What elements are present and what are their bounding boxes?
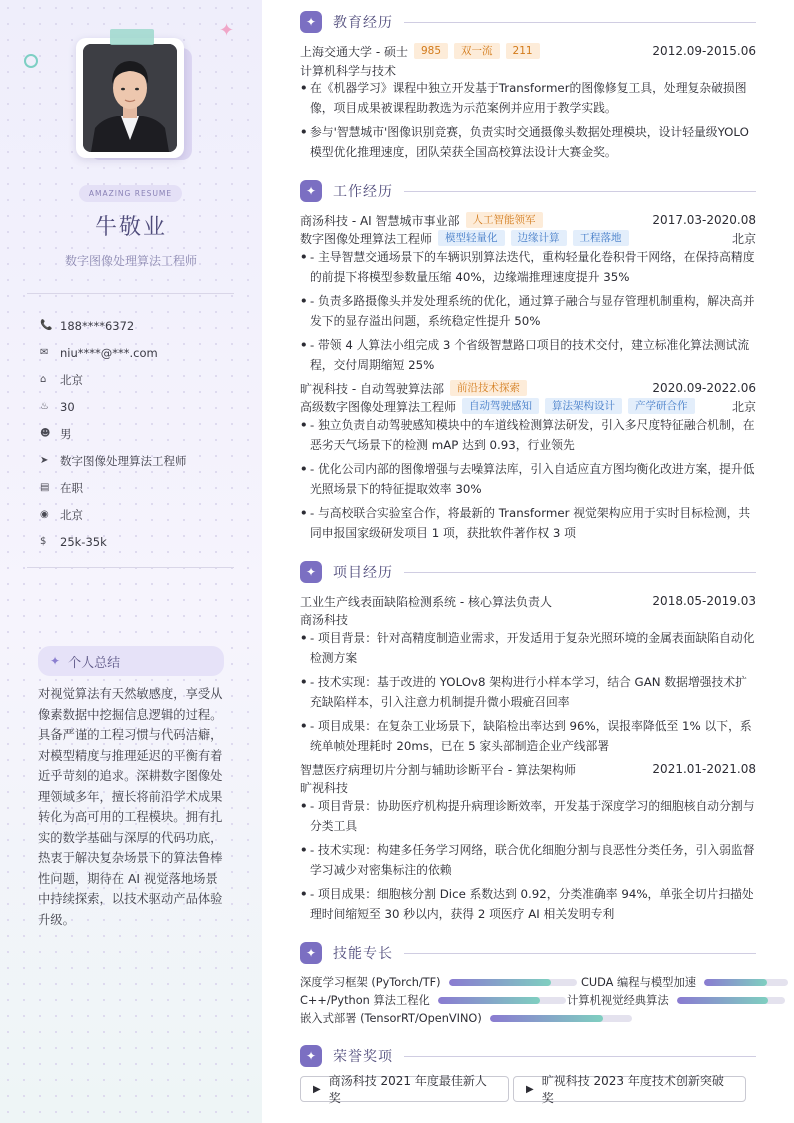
sparkle-icon: ✦: [300, 1045, 322, 1067]
project-bullet: • - 项目背景：协助医疗机构提升病理诊断效率，开发基于深度学习的细胞核自动分割与分类工具: [300, 796, 756, 836]
education-title: 教育经历: [333, 15, 393, 31]
photo-tape: [110, 29, 154, 45]
money-icon: $: [40, 536, 47, 547]
project-bullet: • - 项目成果：细胞核分割 Dice 系数达到 0.92，分类准确率 94%，单张全切片扫描处理时间缩短至 30 秒以内，获得 2 项医疗 AI 相关发明专利: [300, 884, 756, 924]
info-age-text: 30: [60, 399, 75, 414]
job-date: 2020.09-2022.06: [652, 381, 756, 395]
skill-name: 嵌入式部署 (TensorRT/OpenVINO): [300, 1012, 482, 1025]
sparkle-icon: ✦: [219, 20, 235, 41]
school-tag: 211: [506, 43, 540, 59]
info-target-role: [40, 447, 187, 474]
section-divider: [404, 572, 756, 573]
summary-heading: [38, 646, 224, 676]
sparkle-icon: ✦: [300, 942, 322, 964]
info-location-text: 北京: [60, 507, 83, 522]
contact-info-list: [40, 312, 187, 555]
skill-name: 深度学习框架 (PyTorch/TF): [300, 976, 441, 989]
sparkle-icon: ✦: [300, 561, 322, 583]
skill-name: C++/Python 算法工程化: [300, 994, 430, 1007]
briefcase-icon: ▤: [40, 482, 50, 493]
project-bullet: • - 技术实现：构建多任务学习网络，联合优化细胞分割与良恶性分类任务，引入弱监督学习减少对密集标注的依赖: [300, 840, 756, 880]
info-home-text: 北京: [60, 372, 83, 387]
role-tag: 算法架构设计: [545, 398, 622, 414]
info-gender-text: 男: [60, 426, 72, 441]
job-company: 旷视科技 - 自动驾驶算法部: [300, 381, 444, 396]
skill-item: [300, 1010, 632, 1026]
education-section-header: [300, 10, 756, 34]
project-name: 工业生产线表面缺陷检测系统 - 核心算法负责人: [300, 594, 552, 609]
award-item: [300, 1074, 509, 1105]
section-divider: [404, 191, 756, 192]
section-divider: [404, 953, 756, 954]
honors-section-header: [300, 1044, 756, 1068]
job-company-row: [300, 211, 756, 229]
info-phone: [40, 312, 187, 339]
job-role-row: [300, 229, 756, 247]
skill-name: 计算机视觉经典算法: [567, 994, 669, 1007]
project-bullet: • - 技术实现：基于改进的 YOLOv8 架构进行小样本学习，结合 GAN 数据增强技术扩充缺陷样本，引入注意力机制提升微小瑕疵召回率: [300, 672, 756, 712]
school-tag: 双一流: [454, 43, 500, 59]
section-divider: [404, 22, 756, 23]
award-text: 商汤科技 2021 年度最佳新人奖: [328, 1074, 487, 1105]
job-bullet: • - 独立负责自动驾驶感知模块中的车道线检测算法研发，引入多尺度特征融合机制，在恶劣天气场景下的检测 mAP 达到 0.93，行业领先: [300, 415, 756, 455]
skill-bar: [677, 997, 785, 1004]
job-role: 高级数字图像处理算法工程师: [300, 399, 457, 414]
honors-title: 荣誉奖项: [333, 1049, 393, 1065]
skill-bar-fill: [449, 979, 551, 986]
info-email-text: niu****@***.com: [60, 345, 158, 360]
work-section-header: [300, 179, 756, 203]
job-city: 北京: [731, 231, 756, 246]
skill-bar-fill: [490, 1015, 604, 1022]
job-city: 北京: [731, 399, 756, 414]
summary-title: 个人总结: [68, 655, 121, 671]
info-target-role-text: 数字图像处理算法工程师: [60, 453, 187, 468]
company-tag: 人工智能领军: [466, 212, 543, 228]
sparkle-icon: ✦: [300, 11, 322, 33]
send-icon: ➤: [40, 455, 49, 466]
sidebar-divider-2: [27, 567, 234, 568]
project-org: 商汤科技: [300, 612, 349, 627]
skill-name: CUDA 编程与模型加速: [581, 976, 697, 989]
home-icon: ⌂: [40, 374, 47, 385]
project-org-row: [300, 778, 756, 796]
skill-bar: [490, 1015, 632, 1022]
projects-title: 项目经历: [333, 565, 393, 581]
role-tag: 模型轻量化: [438, 230, 505, 246]
job-company: 商汤科技 - AI 智慧城市事业部: [300, 213, 460, 228]
info-salary: [40, 528, 187, 555]
project-name-row: [300, 760, 756, 778]
avatar: [83, 44, 177, 152]
candidate-name: 牛敬业: [94, 215, 167, 240]
skill-item: [581, 974, 788, 990]
mail-icon: ✉: [40, 347, 49, 358]
education-date: 2012.09-2015.06: [652, 44, 756, 58]
education-major-row: [300, 61, 756, 79]
candidate-title: 数字图像处理算法工程师: [64, 254, 197, 268]
info-email: [40, 339, 187, 366]
skill-bar: [438, 997, 566, 1004]
gender-icon: ☻: [40, 428, 51, 439]
phone-icon: 📞: [40, 320, 53, 331]
education-bullet: • 参与'智慧城市'图像识别竞赛，负责实时交通摄像头数据处理模块，设计轻量级YOLO模型优化推理速度，团队荣获全国高校算法设计大赛金奖。: [300, 122, 756, 162]
major: 计算机科学与技术: [300, 63, 397, 78]
role-tag: 产学研合作: [628, 398, 695, 414]
sidebar-divider: [27, 293, 234, 294]
skill-bar: [704, 979, 788, 986]
project-bullet: • - 项目成果：在复杂工业场景下，缺陷检出率达到 96%，误报率降低至 1% 以下，系统单帧处理耗时 20ms，已在 5 家头部制造企业产线部署: [300, 716, 756, 756]
job-company-row: [300, 379, 756, 397]
skills-section-header: [300, 941, 756, 965]
skill-bar: [449, 979, 577, 986]
job-bullet: • - 主导智慧交通场景下的车辆识别算法迭代，重构轻量化卷积骨干网络，在保持高精度的前提下将模型参数量压缩 40%，边缘端推理速度提升 35%: [300, 247, 756, 287]
play-icon: ▶: [526, 1083, 534, 1095]
photo-frame: [76, 38, 184, 158]
education-bullet: • 在《机器学习》课程中独立开发基于Transformer的图像修复工具，处理复杂破损图像，项目成果被课程助教选为示范案例并应用于教学实践。: [300, 78, 756, 118]
info-phone-text: 188****6372: [60, 318, 135, 333]
skill-bar-fill: [704, 979, 767, 986]
job-date: 2017.03-2020.08: [652, 213, 756, 227]
project-date: 2018.05-2019.03: [652, 594, 756, 608]
sparkle-icon: ✦: [50, 654, 61, 668]
award-item: [513, 1074, 746, 1105]
skills-title: 技能专长: [333, 946, 393, 962]
sparkle-icon: ✦: [300, 180, 322, 202]
project-org-row: [300, 610, 756, 628]
projects-section-header: [300, 560, 756, 584]
summary-text: 对视觉算法有天然敏感度，享受从像素数据中挖掘信息逻辑的过程。具备严谨的工程习惯与代码洁癖，对模型精度与推理延迟的平衡有着近乎苛刻的追求。深耕数字图像处理领域多年，擅长将前沿学术成果转化为高可用的工程模块。拥有扎实的数学基础与深厚的代码功底，热衷于解决复杂场景下的算法鲁棒性问题，期待在 AI 视觉落地场景中持续探索，以技术驱动产品体验升级。: [38, 687, 223, 927]
info-location: [40, 501, 187, 528]
role-tag: 边缘计算: [511, 230, 567, 246]
info-gender: [40, 420, 187, 447]
project-bullet: • - 项目背景：针对高精度制造业需求，开发适用于复杂光照环境的金属表面缺陷自动化检测方案: [300, 628, 756, 668]
play-icon: ▶: [313, 1083, 321, 1095]
project-name-row: [300, 592, 756, 610]
info-status-text: 在职: [60, 480, 83, 495]
education-school-row: [300, 42, 756, 60]
job-bullet: • - 与高校联合实验室合作，将最新的 Transformer 视觉架构应用于实时目标检测，共同申报国家级研发项目 1 项，获批软件著作权 3 项: [300, 503, 756, 543]
resume-badge: AMAZING RESUME: [79, 185, 182, 202]
work-title: 工作经历: [333, 184, 393, 200]
project-name: 智慧医疗病理切片分割与辅助诊断平台 - 算法架构师: [300, 762, 576, 777]
project-org: 旷视科技: [300, 780, 349, 795]
role-tag: 工程落地: [573, 230, 629, 246]
skill-item: [300, 992, 566, 1008]
decorative-ring-icon: [24, 54, 38, 68]
skill-item: [300, 974, 577, 990]
portrait-image: [83, 44, 177, 152]
cake-icon: ♨: [40, 401, 49, 412]
job-bullet: • - 带领 4 人算法小组完成 3 个省级智慧路口项目的技术交付，建立标准化算法测试流程，交付周期缩短 25%: [300, 335, 756, 375]
skill-bar-fill: [677, 997, 769, 1004]
sidebar: [0, 0, 262, 1123]
school-name: 上海交通大学 - 硕士: [300, 44, 408, 59]
info-salary-text: 25k-35k: [60, 534, 107, 549]
job-role: 数字图像处理算法工程师: [300, 231, 433, 246]
project-date: 2021.01-2021.08: [652, 762, 756, 776]
section-divider: [404, 1056, 756, 1057]
location-icon: ◉: [40, 509, 49, 520]
skill-bar-fill: [438, 997, 540, 1004]
job-bullet: • - 负责多路摄像头并发处理系统的优化，通过算子融合与显存管理机制重构，解决高并发下的显存溢出问题，系统稳定性提升 50%: [300, 291, 756, 331]
job-role-row: [300, 397, 756, 415]
award-text: 旷视科技 2023 年度技术创新突破奖: [541, 1074, 724, 1105]
skill-item: [567, 992, 785, 1008]
info-home: [40, 366, 187, 393]
job-bullet: • - 优化公司内部的图像增强与去噪算法库，引入自适应直方图均衡化改进方案，提升低光照场景下的特征提取效率 30%: [300, 459, 756, 499]
info-age: [40, 393, 187, 420]
company-tag: 前沿技术探索: [450, 380, 527, 396]
role-tag: 自动驾驶感知: [462, 398, 539, 414]
school-tag: 985: [414, 43, 448, 59]
info-status: [40, 474, 187, 501]
